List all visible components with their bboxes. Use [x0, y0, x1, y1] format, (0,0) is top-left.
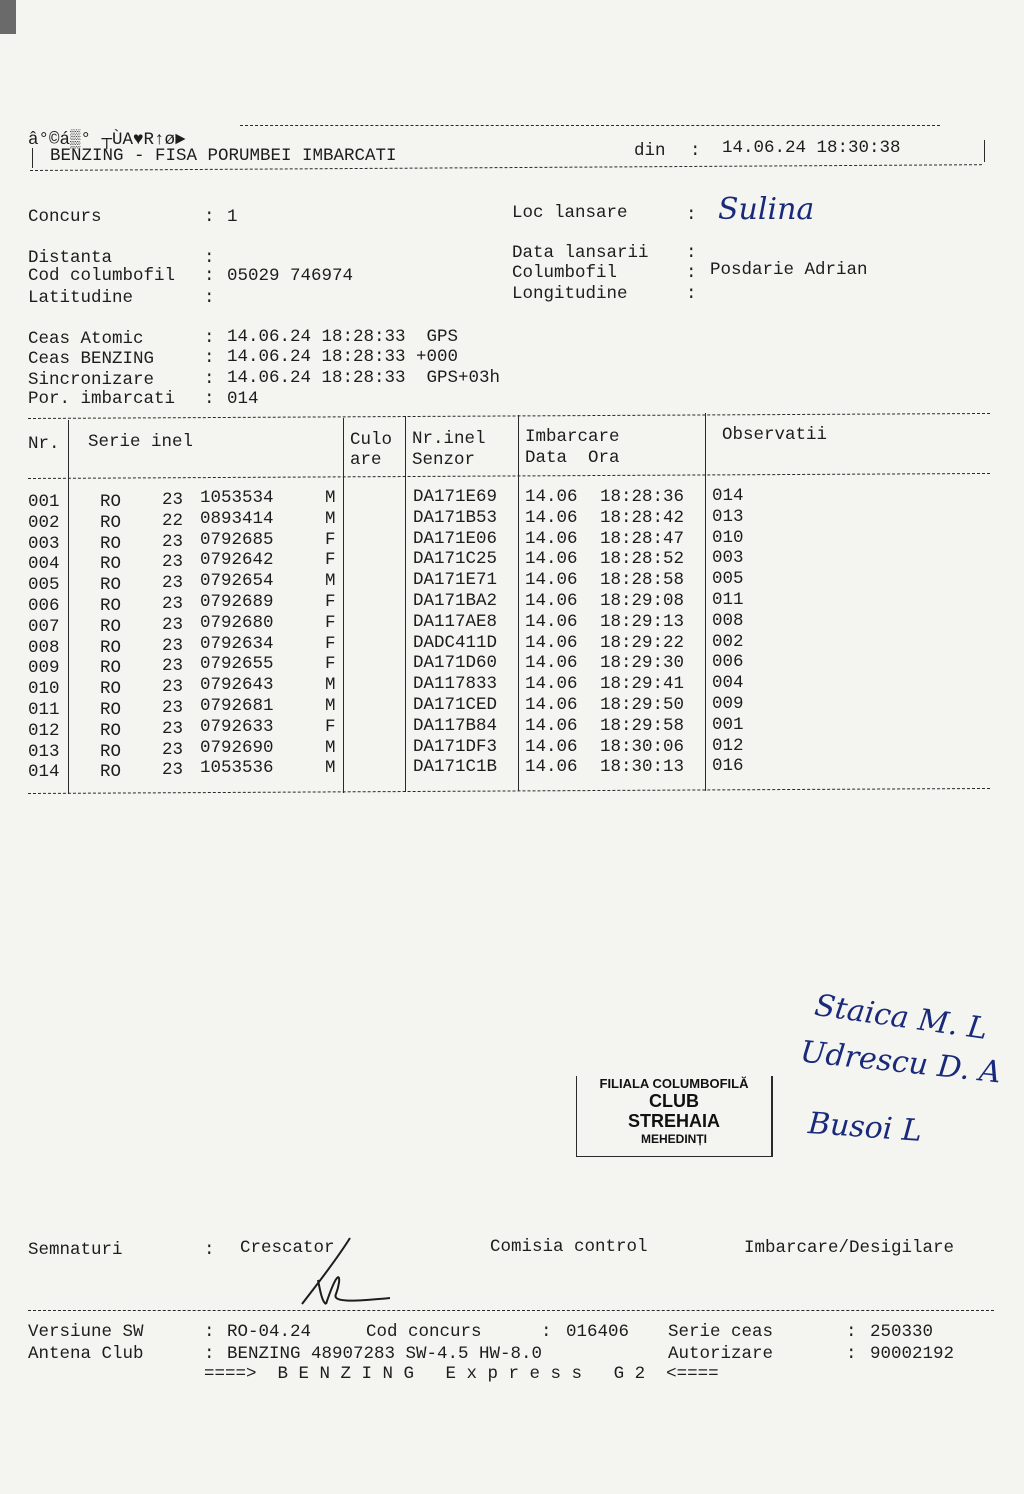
- cell-nr: 003: [28, 533, 60, 554]
- cell-obs: 012: [712, 735, 744, 756]
- cell-an: 23: [162, 573, 184, 594]
- table-top-rule: [28, 413, 990, 419]
- cell-senzor: DADC411D: [413, 632, 498, 653]
- cell-sex: M: [325, 758, 336, 779]
- cell-data: 14.06: [525, 715, 578, 736]
- cell-ora: 18:29:22: [600, 632, 685, 653]
- th-imbarcare-1: Imbarcare: [525, 427, 620, 447]
- cell-obs: 002: [712, 631, 744, 652]
- cell-inel: 1053536: [200, 758, 274, 779]
- cell-an: 23: [162, 698, 184, 718]
- cell-nr: 012: [28, 720, 60, 741]
- cell-data: 14.06: [525, 549, 578, 570]
- cell-senzor: DA117AE8: [413, 611, 498, 632]
- serie-ceas-value: 250330: [870, 1322, 934, 1342]
- th-imbarcare-2: Data Ora: [525, 448, 620, 468]
- footer-rule: [28, 1310, 994, 1311]
- cell-nr: 008: [28, 637, 60, 658]
- cell-inel: 0792655: [200, 654, 274, 675]
- cell-nr: 006: [28, 596, 60, 616]
- cell-sex: F: [325, 529, 336, 550]
- cell-nr: 010: [28, 679, 60, 700]
- cell-senzor: DA171C25: [413, 549, 498, 570]
- cell-senzor: DA171E71: [413, 570, 498, 591]
- serie-ceas-label: Serie ceas: [668, 1322, 774, 1342]
- cell-nr: 004: [28, 554, 60, 575]
- handwritten-signature-1: Staica M. L: [812, 988, 990, 1047]
- cell-senzor: DA171D60: [413, 653, 498, 674]
- th-culoare-1: Culo: [350, 430, 393, 450]
- scan-corner-mark: [0, 0, 16, 34]
- cell-sex: M: [325, 696, 336, 716]
- por-imbarcati-label: Por. imbarcati: [28, 389, 176, 409]
- cell-obs: 004: [712, 673, 744, 694]
- por-imbarcati-value: 014: [227, 389, 259, 409]
- cell-an: 23: [162, 531, 184, 552]
- cell-sex: F: [325, 550, 336, 571]
- cell-inel: 0792633: [200, 716, 274, 737]
- cell-an: 23: [162, 552, 184, 573]
- cell-senzor: DA117B84: [413, 715, 498, 736]
- cell-tara: RO: [100, 637, 122, 658]
- handwritten-signature-3: Busoi L: [806, 1106, 923, 1149]
- cell-senzor: DA117833: [413, 674, 498, 695]
- handwritten-signature-2: Udrescu D. A: [798, 1034, 1003, 1091]
- semnaturi-label: Semnaturi: [28, 1240, 123, 1260]
- header-top-rule: [240, 125, 940, 126]
- cell-data: 14.06: [525, 653, 578, 674]
- cell-an: 23: [162, 677, 184, 698]
- cell-inel: 0792643: [200, 675, 274, 696]
- cell-ora: 18:28:47: [600, 528, 685, 549]
- col-divider-imbarcare: [705, 413, 706, 791]
- cell-data: 14.06: [525, 757, 578, 778]
- col-divider-senzor: [518, 415, 519, 791]
- cell-ora: 18:28:42: [600, 507, 685, 528]
- col-divider-serie: [343, 418, 344, 793]
- cell-nr: 014: [28, 762, 60, 783]
- cell-inel: 0792690: [200, 737, 274, 758]
- cell-an: 23: [162, 490, 184, 510]
- cell-senzor: DA171CED: [413, 695, 498, 715]
- cell-tara: RO: [100, 616, 122, 637]
- header-din-value: 14.06.24 18:30:38: [722, 138, 901, 158]
- cell-obs: 016: [712, 756, 744, 777]
- header-title: BENZING - FISA PORUMBEI IMBARCATI: [50, 146, 397, 166]
- longitudine-label: Longitudine: [512, 284, 628, 304]
- cell-sex: F: [325, 654, 336, 675]
- cell-nr: 013: [28, 741, 60, 762]
- antena-club-label: Antena Club: [28, 1344, 144, 1364]
- cell-sex: M: [325, 675, 336, 696]
- cell-sex: M: [325, 737, 336, 758]
- cell-sex: F: [325, 633, 336, 654]
- cell-tara: RO: [100, 720, 122, 741]
- data-lansarii-label: Data lansarii: [512, 243, 649, 263]
- cell-senzor: DA171DF3: [413, 736, 498, 757]
- cell-ora: 18:29:41: [600, 674, 685, 695]
- header-right-bar: [984, 140, 985, 162]
- cell-an: 23: [162, 656, 184, 677]
- stamp-line-2: CLUB: [649, 1091, 699, 1111]
- sincronizare-value: 14.06.24 18:28:33 GPS+03h: [227, 368, 501, 388]
- th-nr: Nr.: [28, 434, 60, 454]
- th-serie-inel: Serie inel: [88, 432, 194, 452]
- cell-nr: 007: [28, 616, 60, 637]
- cell-ora: 18:30:13: [600, 757, 685, 778]
- cell-nr: 002: [28, 512, 60, 533]
- comisia-control-label: Comisia control: [490, 1237, 648, 1257]
- cell-tara: RO: [100, 700, 122, 720]
- cell-sex: F: [325, 716, 336, 737]
- cell-inel: 1053534: [200, 488, 274, 508]
- cell-nr: 011: [28, 700, 60, 720]
- cell-ora: 18:28:52: [600, 549, 685, 570]
- cell-an: 23: [162, 739, 184, 760]
- cell-obs: 009: [712, 694, 744, 714]
- loc-lansare-label: Loc lansare: [512, 203, 628, 223]
- cell-data: 14.06: [525, 507, 578, 528]
- cell-nr: 001: [28, 492, 60, 512]
- club-stamp: [576, 1076, 773, 1157]
- cell-tara: RO: [100, 512, 122, 533]
- cell-tara: RO: [100, 554, 122, 575]
- header-din-label: din: [634, 141, 666, 161]
- latitudine-label: Latitudine: [28, 288, 134, 308]
- stamp-line-4: MEHEDINȚI: [641, 1132, 707, 1146]
- cell-data: 14.06: [525, 611, 578, 632]
- cell-tara: RO: [100, 658, 122, 679]
- cell-senzor: DA171E69: [413, 487, 498, 507]
- cell-an: 23: [162, 594, 184, 614]
- cell-data: 14.06: [525, 695, 578, 715]
- ceas-atomic-value: 14.06.24 18:28:33 GPS: [227, 327, 459, 347]
- cod-columbofil-label: Cod columbofil: [28, 266, 176, 286]
- table-bottom-rule: [28, 788, 990, 794]
- cell-an: 23: [162, 718, 184, 739]
- stamp-line-1: FILIALA COLUMBOFILĂ: [599, 1076, 749, 1091]
- versiune-sw-label: Versiune SW: [28, 1322, 144, 1342]
- cell-an: 22: [162, 510, 184, 531]
- concurs-value: 1: [227, 207, 238, 227]
- cell-tara: RO: [100, 596, 122, 616]
- cell-tara: RO: [100, 741, 122, 762]
- cell-tara: RO: [100, 679, 122, 700]
- autorizare-value: 90002192: [870, 1344, 955, 1364]
- cell-an: 23: [162, 635, 184, 656]
- th-nr-inel-1: Nr.inel: [412, 429, 486, 449]
- loc-lansare-value: Sulina: [718, 192, 815, 227]
- header-garble: â°©á▒° ┬ÙA♥R↑ø►: [28, 130, 186, 150]
- cell-obs: 008: [712, 610, 744, 631]
- cell-data: 14.06: [525, 736, 578, 757]
- cell-tara: RO: [100, 762, 122, 783]
- ceas-benzing-label: Ceas BENZING: [28, 349, 155, 369]
- cell-ora: 18:28:58: [600, 570, 685, 591]
- cell-ora: 18:28:36: [600, 487, 685, 507]
- concurs-label: Concurs: [28, 207, 102, 227]
- ceas-atomic-label: Ceas Atomic: [28, 329, 144, 349]
- th-nr-inel-2: Senzor: [412, 450, 476, 470]
- cell-data: 14.06: [525, 632, 578, 653]
- cell-data: 14.06: [525, 487, 578, 507]
- cell-data: 14.06: [525, 570, 578, 591]
- table-header-rule: [28, 473, 990, 479]
- cell-obs: 014: [712, 486, 744, 506]
- cell-inel: 0792689: [200, 592, 274, 612]
- cell-inel: 0792685: [200, 529, 274, 550]
- cell-obs: 003: [712, 548, 744, 569]
- cell-senzor: DA171E06: [413, 528, 498, 549]
- col-divider-culo: [405, 416, 406, 792]
- distanta-label: Distanta: [28, 248, 113, 268]
- cell-obs: 011: [712, 590, 744, 610]
- th-culoare-2: are: [350, 450, 382, 470]
- cell-obs: 001: [712, 714, 744, 735]
- cell-tara: RO: [100, 533, 122, 554]
- cell-inel: 0792634: [200, 633, 274, 654]
- col-divider-nr: [68, 420, 69, 794]
- cell-sex: M: [325, 488, 336, 508]
- columbofil-label: Columbofil: [512, 263, 618, 283]
- stamp-line-3: STREHAIA: [627, 1111, 720, 1131]
- cell-data: 14.06: [525, 674, 578, 695]
- cell-obs: 010: [712, 527, 744, 548]
- cell-ora: 18:30:06: [600, 736, 685, 757]
- antena-club-value: BENZING 48907283 SW-4.5 HW-8.0: [227, 1344, 543, 1364]
- benzing-express-banner: ====> B E N Z I N G E x p r e s s G 2 <====: [204, 1364, 719, 1384]
- cell-sex: M: [325, 508, 336, 529]
- columbofil-value: Posdarie Adrian: [710, 260, 868, 280]
- cell-an: 23: [162, 614, 184, 635]
- cell-obs: 006: [712, 652, 744, 673]
- versiune-sw-value: RO-04.24: [227, 1322, 312, 1342]
- cell-sex: M: [325, 571, 336, 592]
- cell-inel: 0792654: [200, 571, 274, 592]
- imbarcare-desigilare-label: Imbarcare/Desigilare: [744, 1238, 955, 1258]
- cell-ora: 18:29:13: [600, 611, 685, 632]
- cell-data: 14.06: [525, 528, 578, 549]
- cell-ora: 18:29:30: [600, 653, 685, 674]
- cell-an: 23: [162, 760, 184, 781]
- cell-ora: 18:29:08: [600, 591, 685, 611]
- cell-data: 14.06: [525, 591, 578, 611]
- cod-columbofil-value: 05029 746974: [227, 266, 354, 286]
- cell-ora: 18:29:58: [600, 715, 685, 736]
- cell-sex: F: [325, 612, 336, 633]
- header-left-bar: [32, 148, 33, 168]
- autorizare-label: Autorizare: [668, 1344, 774, 1364]
- ceas-benzing-value: 14.06.24 18:28:33 +000: [227, 347, 459, 367]
- cod-concurs-value: 016406: [566, 1322, 630, 1342]
- cell-senzor: DA171BA2: [413, 591, 498, 611]
- cell-tara: RO: [100, 575, 122, 596]
- cell-obs: 013: [712, 506, 744, 527]
- cell-senzor: DA171C1B: [413, 757, 498, 778]
- cell-nr: 009: [28, 658, 60, 679]
- cell-nr: 005: [28, 575, 60, 596]
- cell-tara: RO: [100, 492, 122, 512]
- cell-inel: 0893414: [200, 508, 274, 529]
- th-observatii: Observatii: [722, 425, 828, 445]
- crescator-signature-scribble: [280, 1232, 400, 1312]
- cell-ora: 18:29:50: [600, 695, 685, 715]
- cell-senzor: DA171B53: [413, 507, 498, 528]
- cell-obs: 005: [712, 569, 744, 590]
- cod-concurs-label: Cod concurs: [366, 1322, 482, 1342]
- cell-inel: 0792680: [200, 612, 274, 633]
- cell-inel: 0792681: [200, 696, 274, 716]
- cell-inel: 0792642: [200, 550, 274, 571]
- crescator-label: Crescator: [240, 1238, 335, 1258]
- cell-sex: F: [325, 592, 336, 612]
- sincronizare-label: Sincronizare: [28, 370, 155, 390]
